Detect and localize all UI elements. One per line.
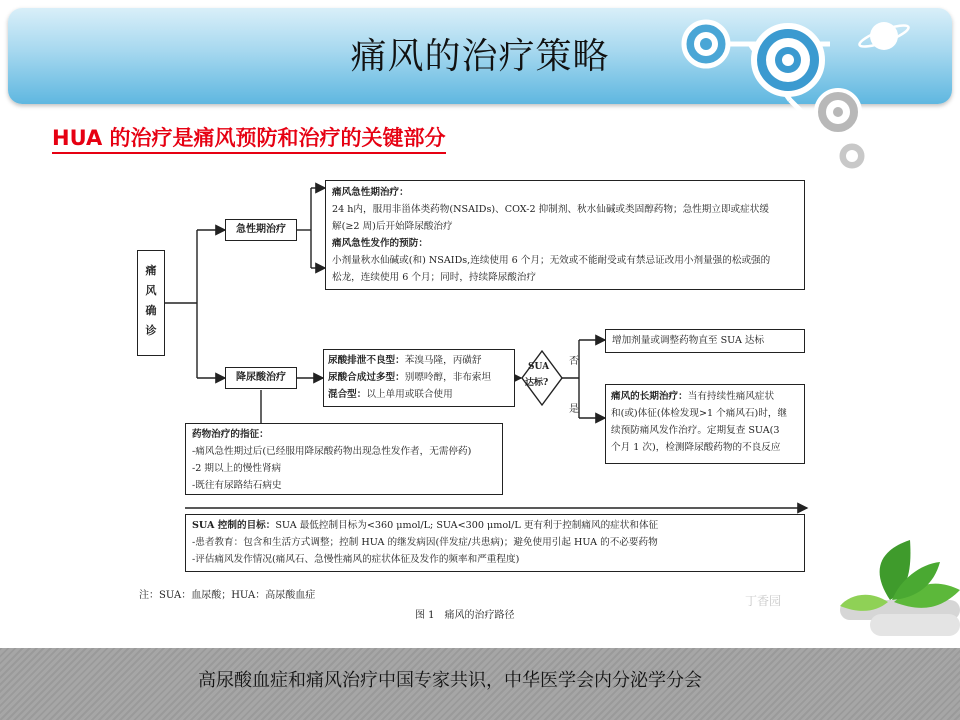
indication-line: -既往有尿路结石病史 [192, 480, 282, 491]
drug-type-value: 别嘌呤醇，非布索坦 [404, 372, 492, 383]
drug-type-value: 苯溴马隆，丙磺舒 [404, 355, 482, 366]
no-label: 否 [569, 356, 579, 367]
no-result-box [605, 329, 805, 353]
acute-treatment-box [325, 180, 805, 290]
sua-target-line: -患者教育：包含和生活方式调整；控制 HUA 的继发病因(伴发症/共患病)；避免使用引起 HUA 的不必要药物 [192, 537, 658, 548]
diagram-note: 注：SUA：血尿酸；HUA：高尿酸血症 [139, 590, 316, 601]
urate-lowering-text: 降尿酸治疗 [236, 372, 286, 383]
long-term-line: 和(或)体征(体检发现>1 个痛风石)时，继 [611, 408, 788, 419]
diagnosis-box [137, 250, 165, 356]
diagnosis-char: 诊 [145, 324, 157, 337]
decision-line-1: SUA [528, 362, 550, 372]
indication-line: -痛风急性期过后(已经服用降尿酸药物出现急性发作者，无需停药) [192, 446, 472, 457]
sua-target-box [185, 514, 805, 572]
long-term-line: 当有持续性痛风症状 [687, 391, 775, 402]
diagnosis-char: 风 [145, 284, 157, 297]
long-term-heading: 痛风的长期治疗： [611, 391, 688, 402]
slide-title: 痛风的治疗策略 [350, 36, 610, 77]
acute-line: 24 h内，服用非甾体类药物(NSAIDs)、COX-2 抑制剂、秋水仙碱或类固醇药物；急性期立即或症状缓 [332, 204, 769, 215]
drug-type-box [323, 349, 515, 407]
indication-line: -2 期以上的慢性肾病 [192, 463, 282, 474]
acute-line: 解(≥2 周)后开始降尿酸治疗 [332, 221, 453, 232]
long-term-line: 续预防痛风发作治疗。定期复查 SUA(3 [611, 425, 780, 436]
drug-type-label: 尿酸排泄不良型： [328, 355, 405, 366]
sua-target-text: SUA 最低控制目标为<360 μmol/L; SUA<300 μmol/L 更有利于控制痛风的症状和体征 [275, 520, 659, 531]
indication-box [185, 423, 503, 495]
figure-caption: 图 1 痛风的治疗路径 [415, 610, 515, 621]
sua-target-line: -评估痛风发作情况(痛风石、急慢性痛风的症状体征及发作的频率和严重程度) [192, 554, 520, 565]
drug-type-label: 混合型： [328, 389, 367, 400]
leaf-decoration [830, 540, 960, 650]
footer-bar [0, 648, 960, 720]
no-result-text: 增加剂量或调整药物直至 SUA 达标 [612, 335, 765, 346]
acute-treatment-label [225, 219, 297, 241]
sua-target-heading: SUA 控制的目标： [192, 520, 276, 531]
long-term-box [605, 384, 805, 464]
indication-heading: 药物治疗的指征： [192, 429, 269, 440]
drug-type-value: 以上单用或联合使用 [366, 389, 453, 400]
diagnosis-char: 痛 [145, 264, 157, 277]
prevention-heading: 痛风急性发作的预防： [332, 238, 428, 249]
prevention-line: 松龙，连续使用 6 个月；同时，持续降尿酸治疗 [332, 272, 537, 283]
diagnosis-char: 确 [145, 304, 157, 317]
acute-treatment-text: 急性期治疗 [236, 224, 286, 235]
prevention-line: 小剂量秋水仙碱或(和) NSAIDs,连续使用 6 个月；无效或不能耐受或有禁忌证改用小剂量强的松或强的 [332, 255, 771, 266]
yes-label: 是 [569, 404, 579, 415]
long-term-line: 个月 1 次)，检测降尿酸药物的不良反应 [611, 442, 781, 453]
drug-type-label: 尿酸合成过多型： [328, 372, 405, 383]
watermark: 丁香园 [745, 594, 782, 608]
acute-heading: 痛风急性期治疗： [332, 187, 409, 198]
treatment-pathway-diagram [117, 168, 829, 626]
urate-lowering-label [225, 367, 297, 389]
decision-line-2: 达标? [525, 378, 549, 388]
slide-subtitle: HUA 的治疗是痛风预防和治疗的关键部分 [52, 124, 446, 154]
footer-citation: 高尿酸血症和痛风治疗中国专家共识，中华医学会内分泌学分会 [198, 670, 702, 691]
